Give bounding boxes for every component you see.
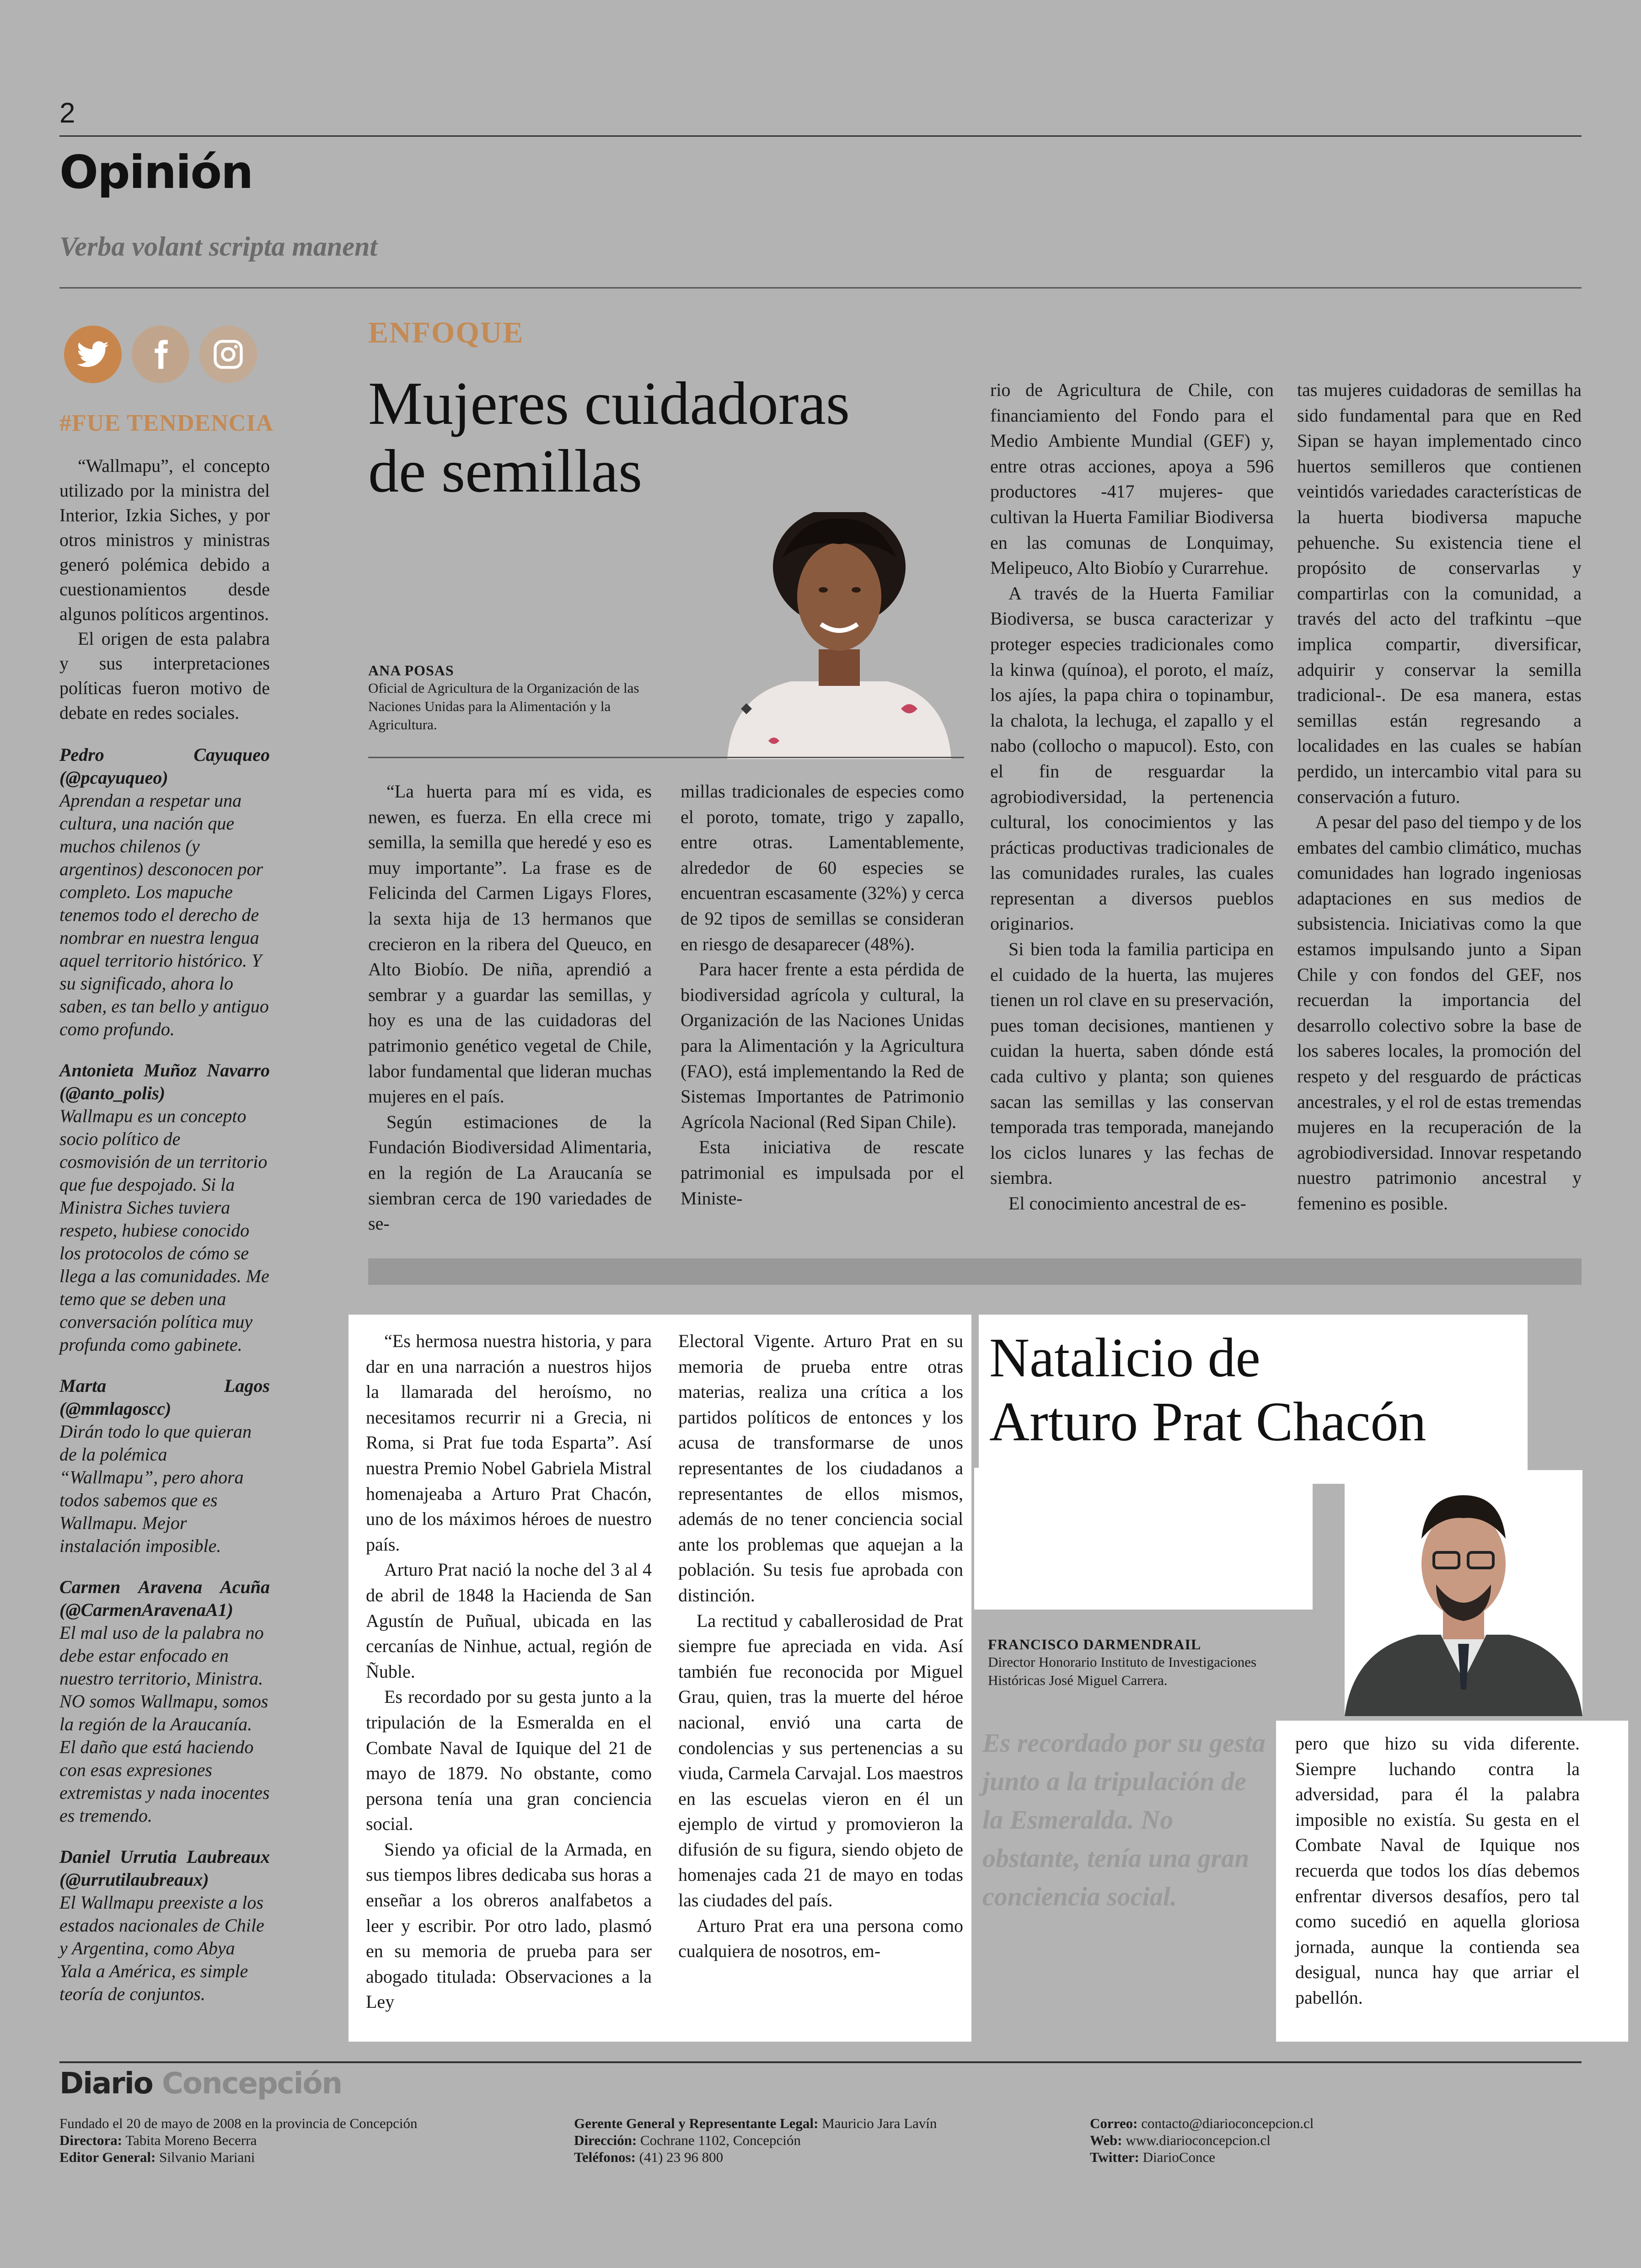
paragraph: La rectitud y caballerosidad de Prat siempre fue apreciada en vida. Así también fue reconocida por Miguel Grau, quien, tras la muerte del héroe nacional, envió una carta de condolencias y sus pertenencias a su viuda, Carmela Carvajal. Los maestros en las escuelas vieron en él un ejemplo de virtud y promovieron la difusión de su figura, siendo objeto de homenajes cada 21 de mayo en todas las ciudades del país. — [678, 1610, 963, 1911]
article-column-1 — [368, 779, 652, 1236]
trend-intro-1: “Wallmapu”, el concepto utilizado por la ministra del Interior, Izkia Siches, y por otros ministros y ministras generó polémica debido a cuestionamientos desde algunos políticos argentinos. — [59, 455, 270, 624]
article-column-4 — [1297, 377, 1582, 1216]
paragraph: pero que hizo su vida diferente. Siempre luchando contra la adversidad, para él la palabra imposible no existía. Su gesta en el Combate Naval de Iquique nos recuerda que todos los días debemos enfrentar diversos desafíos, pero tal como sucedió en aquella gloriosa jornada, aunque la contienda sea desigual, nunca hay que arriar el pabellón. — [1295, 1733, 1580, 2008]
page-number: 2 — [59, 97, 75, 129]
paragraph: Si bien toda la familia participa en el cuidado de la huerta, las mujeres tienen un rol clave en su preservación, pues toman decisiones, mantienen y cuidan la huerta, saben dónde está cada cultivo y planta; son quienes sacan las semillas y las conservan temporada tras temporada, manejando los ciclos lunares y las fechas de siembra. — [990, 939, 1274, 1188]
gerente: Mauricio Jara Lavín — [822, 2115, 937, 2131]
headline-line-1: Natalicio de — [989, 1327, 1260, 1389]
paragraph: A pesar del paso del tiempo y de los embates del cambio climático, muchas comunidades han logrado ingeniosas adaptaciones en sus medios de subsistencia. Iniciativas como la que estamos impulsando junto a Sipan Chile y con fondos del GEF, nos recuerdan la importancia del desarrollo colectivo sobre la base de los saberes locales, la promoción del respeto y del resguardo de prácticas ancestrales, y el rol de estas tremendas mujeres en la recuperación de la agrobiodiversidad. Innovar respetando nuestro patrimonio ancestral y femenino es posible. — [1297, 812, 1582, 1214]
article-column-3 — [990, 377, 1274, 1216]
article2-headline — [989, 1326, 1529, 1454]
trend-intro-2: El origen de esta palabra y sus interpretaciones políticas fueron motivo de debate en redes sociales. — [59, 628, 270, 723]
twitter-link[interactable]: DiarioConce — [1142, 2149, 1216, 2165]
article-column-2 — [681, 779, 964, 1211]
footer-rule — [59, 2061, 1582, 2063]
label: Twitter: — [1090, 2149, 1139, 2165]
article2-column-2 — [678, 1328, 963, 1964]
author-photo — [713, 512, 965, 759]
paragraph: Esta iniciativa de rescate patrimonial es impulsada por el Ministe- — [681, 1137, 964, 1209]
footer-col-3 — [1090, 2115, 1579, 2166]
trend-sidebar — [59, 454, 270, 2006]
logo-word-2: Concepción — [162, 2067, 342, 2101]
tweet-author: Antonieta Muñoz Navarro (@anto_polis) — [59, 1060, 270, 1103]
telefonos: (41) 23 96 800 — [639, 2149, 724, 2165]
tweet-author: Marta Lagos (@mmlagoscc) — [59, 1375, 270, 1419]
section-title: Opinión — [59, 145, 253, 199]
paragraph: rio de Agricultura de Chile, con financiamiento del Fondo para el Medio Ambiente Mundial (GEF) y, entre otras acciones, apoya a 596 productores -417 mujeres- que cultivan la Huerta Familiar Biodiversa en las comunas de Lonquimay, Melipeuco, Alto Biobío y Curarrehue. — [990, 380, 1274, 578]
paragraph: A través de la Huerta Familiar Biodiversa, se busca caracterizar y proteger especies tradicionales como la kinwa (quínoa), el poroto, el maíz, los ajíes, la papa chira o topinambur, la chalota, la lechuga, el zapallo y el nabo (collocho o mapucol). Esto, con el fin de resguardar la agrobiodiversidad, la pertenencia cultural, los conocimientos y las prácticas productivas tradicionales de las comunidades rurales, las cuales representan a diversos pueblos originarios. — [990, 583, 1274, 934]
paragraph: “La huerta para mí es vida, es newen, es fuerza. En ella crece mi semilla, la semilla que heredé y eso es muy importante”. La frase es de Felicinda del Carmen Ligays Flores, la sexta hija de 13 hermanos que crecieron en la ribera del Queuco, en Alto Biobío. De niña, aprendió a sembrar y a guardar las semillas, y hoy es una de las cuidadoras del patrimonio genético vegetal de Chile, labor fundamental que lideran muchas mujeres en el país. — [368, 781, 652, 1107]
author-title-line-1: Director Honorario Instituto de Investigaciones — [988, 1654, 1257, 1670]
article-headline — [368, 369, 963, 505]
paragraph: Según estimaciones de la Fundación Biodiversidad Alimentaria, en la región de La Araucanía se siembran cerca de 190 variedades de se- — [368, 1111, 652, 1234]
paragraph: Es recordado por su gesta junto a la tripulación de la Esmeralda en el Combate Naval de Iquique del 21 de mayo de 1879. No obstante, como persona tenía una gran conciencia social. — [366, 1686, 652, 1835]
twitter-icon[interactable] — [64, 326, 122, 383]
separator-band — [368, 1258, 1582, 1285]
header-rule — [59, 135, 1582, 137]
label: Dirección: — [574, 2132, 637, 2148]
article2-column-3 — [1295, 1731, 1580, 2011]
facebook-icon[interactable] — [132, 326, 189, 383]
author-title — [988, 1653, 1317, 1690]
tweet-item — [59, 744, 270, 1041]
label: Directora: — [59, 2132, 123, 2148]
tweet-text: Aprendan a respetar una cultura, una nación que muchos chilenos (y argentinos) desconocen por completo. Los mapuche tenemos todo el derecho de nombrar en nuestra lengua aquel territorio histórico. Y su significado, ahora lo saben, es tan bello y antiguo como profundo. — [59, 790, 269, 1039]
author-name: ANA POSAS — [368, 662, 454, 679]
article2-author — [988, 1636, 1317, 1690]
tweet-item — [59, 1059, 270, 1356]
headline-line-2: de semillas — [368, 437, 643, 505]
label: Teléfonos: — [574, 2149, 636, 2165]
editor: Silvanio Mariani — [159, 2149, 255, 2165]
label: Editor General: — [59, 2149, 156, 2165]
paragraph: tas mujeres cuidadoras de semillas ha sido fundamental para que en Red Sipan se hayan implementado cinco huertos semilleros que contienen veintidós variedades características de la huerta biodiversa mapuche pehuenche. Su existencia tiene el propósito de conservarlas y compartirlas con la comunidad, a través del acto del trafkintu –que implica compartir, diversificar, adquirir y conservar la semilla tradicional-. De esa manera, estas semillas están regresando a localidades en las cuales se habían perdido, un intercambio vital para su conservación a futuro. — [1297, 380, 1582, 807]
label: Web: — [1090, 2132, 1122, 2148]
founded-text: Fundado el 20 de mayo de 2008 en la provincia de Concepción — [59, 2115, 418, 2131]
tweet-text: Dirán todo lo que quieran de la polémica “Wallmapu”, pero ahora todos sabemos que es Wallmapu. Mejor instalación imposible. — [59, 1421, 252, 1556]
label: Gerente General y Representante Legal: — [574, 2115, 819, 2131]
headline-line-2: Arturo Prat Chacón — [989, 1391, 1426, 1453]
tweet-author: Pedro Cayuqueo (@pcayuqueo) — [59, 744, 270, 788]
newspaper-logo — [59, 2067, 342, 2101]
direccion: Cochrane 1102, Concepción — [640, 2132, 801, 2148]
paragraph: Siendo ya oficial de la Armada, en sus tiempos libres dedicaba sus horas a enseñar a los obreros analfabetos a leer y escribir. Por otro lado, plasmó en su memoria de prueba para ser abogado titulada: Observaciones a la Ley — [366, 1839, 652, 2012]
email-link[interactable]: contacto@diarioconcepcion.cl — [1141, 2115, 1314, 2131]
paragraph: millas tradicionales de especies como el poroto, tomate, trigo y zapallo, entre otras. Lamentablemente, alrededor de 60 especies se encuentran escasamente (32%) y cerca de 92 tipos de semillas se consideran en riesgo de desaparecer (48%). — [681, 781, 964, 954]
instagram-icon[interactable] — [199, 326, 257, 383]
paragraph: Arturo Prat era una persona como cualquiera de nosotros, em- — [678, 1915, 963, 1962]
author-title: Oficial de Agricultura de la Organización de las Naciones Unidas para la Alimentación y la Agricultura. — [368, 680, 639, 733]
tweet-author: Daniel Urrutia Laubreaux (@urrutilaubreaux) — [59, 1846, 270, 1890]
tweet-text: El Wallmapu preexiste a los estados nacionales de Chile y Argentina, como Abya Yala a América, es simple teoría de conjuntos. — [59, 1892, 264, 2004]
label: Correo: — [1090, 2115, 1138, 2131]
directora: Tabita Moreno Becerra — [125, 2132, 257, 2148]
article2-author-card — [974, 1468, 1313, 1610]
header-divider — [59, 287, 1582, 289]
paragraph: Arturo Prat nació la noche del 3 al 4 de abril de 1848 la Hacienda de San Agustín de Puñual, ubicada en las cercanías de Ninhue, actual, región de Ñuble. — [366, 1559, 652, 1682]
article2-column-1 — [366, 1328, 652, 2015]
paragraph: Para hacer frente a esta pérdida de biodiversidad agrícola y cultural, la Organización de las Naciones Unidas para la Alimentación y la Agricultura (FAO), está implementando la Red de Sistemas Importantes de Patrimonio Agrícola Nacional (Red Sipan Chile). — [681, 959, 964, 1132]
tweet-item — [59, 1576, 270, 1827]
tweet-text: El mal uso de la palabra no debe estar enfocado en nuestro territorio, Ministra. NO somos Wallmapu, somos la región de la Araucanía. El daño que está haciendo con esas expresiones extremistas y nada inocentes es tremendo. — [59, 1622, 270, 1826]
paragraph: Electoral Vigente. Arturo Prat en su memoria de prueba entre otras materias, realiza una crítica a los partidos políticos de entonces y los acusa de transformarse de unos representantes de los ciudadanos a representantes de ellos mismos, además de no tener conciencia social ante los problemas que aquejan a la población. Su tesis fue aprobada con distinción. — [678, 1331, 963, 1605]
article-author — [368, 662, 661, 734]
author2-photo — [1345, 1470, 1582, 1716]
author-name: FRANCISCO DARMENDRAIL — [988, 1636, 1201, 1653]
tweet-item — [59, 1845, 270, 2006]
tweet-author: Carmen Aravena Acuña (@CarmenAravenaA1) — [59, 1577, 270, 1620]
footer-col-2 — [574, 2115, 1077, 2166]
trend-heading: #FUE TENDENCIA — [59, 410, 274, 436]
paragraph: El conocimiento ancestral de es- — [1008, 1193, 1246, 1214]
headline-line-1: Mujeres cuidadoras — [368, 369, 850, 437]
footer-col-1 — [59, 2115, 563, 2166]
pull-quote: Es recordado por su gesta junto a la tripulación de la Esmeralda. No obstante, tenía una gran conciencia social. — [982, 1728, 1266, 1911]
tweet-item — [59, 1375, 270, 1557]
paragraph: “Es hermosa nuestra historia, y para dar en una narración a nuestros hijos la llamarada del heroísmo, no necesitamos recurrir ni a Grecia, ni Roma, si Prat fue toda Esparta”. Así nuestra Premio Nobel Gabriela Mistral homenajeaba a Arturo Prat Chacón, uno de los máximos héroes de nuestro país. — [366, 1331, 652, 1555]
article-kicker: ENFOQUE — [368, 316, 524, 349]
social-icons — [64, 326, 257, 383]
photo-divider — [368, 757, 964, 758]
section-motto: Verba volant scripta manent — [59, 231, 378, 262]
tweet-text: Wallmapu es un concepto socio político de cosmovisión de un territorio que fue despojado. Si la Ministra Siches tuviera respeto, hubiese conocido los protocolos de cómo se llega a las comunidades. Me temo que se deben una conversación política muy profunda como gabinete. — [59, 1106, 269, 1355]
logo-word-1: Diario — [59, 2067, 153, 2101]
web-link[interactable]: www.diarioconcepcion.cl — [1126, 2132, 1271, 2148]
author-title-line-2: Históricas José Miguel Carrera. — [988, 1672, 1168, 1688]
